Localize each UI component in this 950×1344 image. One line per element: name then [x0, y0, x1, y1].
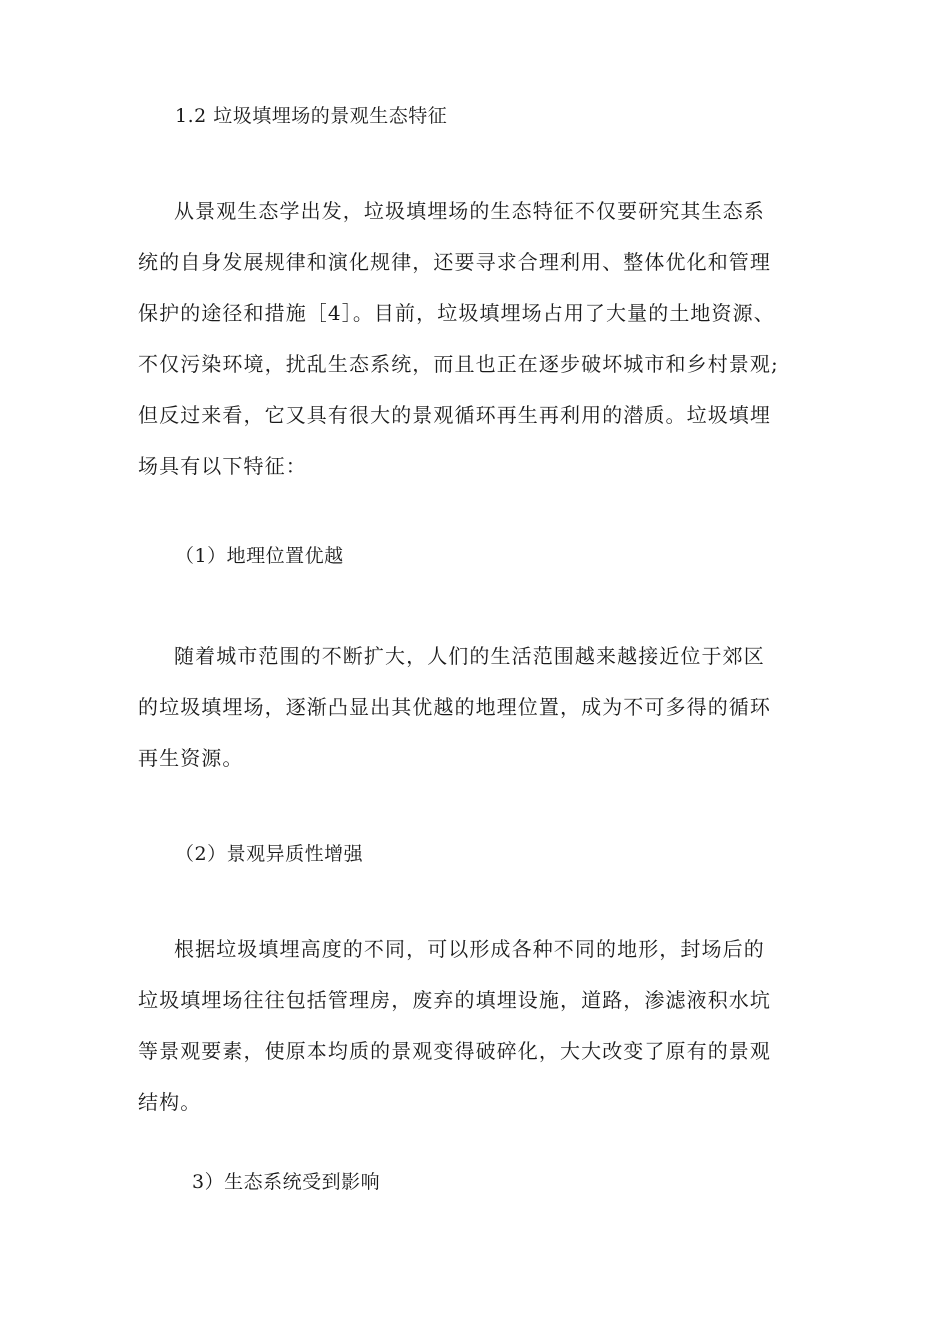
- paragraph-line: 根据垃圾填埋高度的不同，可以形成各种不同的地形，封场后的: [174, 937, 765, 961]
- item-1-heading: （1）地理位置优越: [175, 545, 344, 567]
- paragraph-line: 不仅污染环境，扰乱生态系统，而且也正在逐步破坏城市和乡村景观;: [138, 352, 779, 376]
- paragraph-3: [138, 924, 823, 1128]
- paragraph-line: 保护的途径和措施［4］。目前，垃圾填埋场占用了大量的土地资源、: [138, 301, 775, 325]
- paragraph-line: 结构。: [138, 1090, 202, 1114]
- paragraph-line: 但反过来看，它又具有很大的景观循环再生再利用的潜质。垃圾填埋: [138, 403, 771, 427]
- item-3-heading: 3）生态系统受到影响: [192, 1171, 381, 1193]
- paragraph-line: 等景观要素，使原本均质的景观变得破碎化，大大改变了原有的景观: [138, 1039, 771, 1063]
- paragraph-2: [138, 631, 823, 784]
- paragraph-line: 场具有以下特征：: [138, 454, 307, 478]
- paragraph-line: 垃圾填埋场往往包括管理房，废弃的填埋设施，道路，渗滤液积水坑: [138, 988, 771, 1012]
- paragraph-1: [138, 186, 823, 492]
- paragraph-line: 统的自身发展规律和演化规律，还要寻求合理利用、整体优化和管理: [138, 250, 771, 274]
- paragraph-line: 从景观生态学出发，垃圾填埋场的生态特征不仅要研究其生态系: [174, 199, 765, 223]
- section-heading: 1.2 垃圾填埋场的景观生态特征: [175, 105, 448, 127]
- paragraph-line: 的垃圾填埋场，逐渐凸显出其优越的地理位置，成为不可多得的循环: [138, 695, 771, 719]
- paragraph-line: 随着城市范围的不断扩大，人们的生活范围越来越接近位于郊区: [174, 644, 765, 668]
- item-2-heading: （2）景观异质性增强: [175, 843, 364, 865]
- paragraph-line: 再生资源。: [138, 746, 244, 770]
